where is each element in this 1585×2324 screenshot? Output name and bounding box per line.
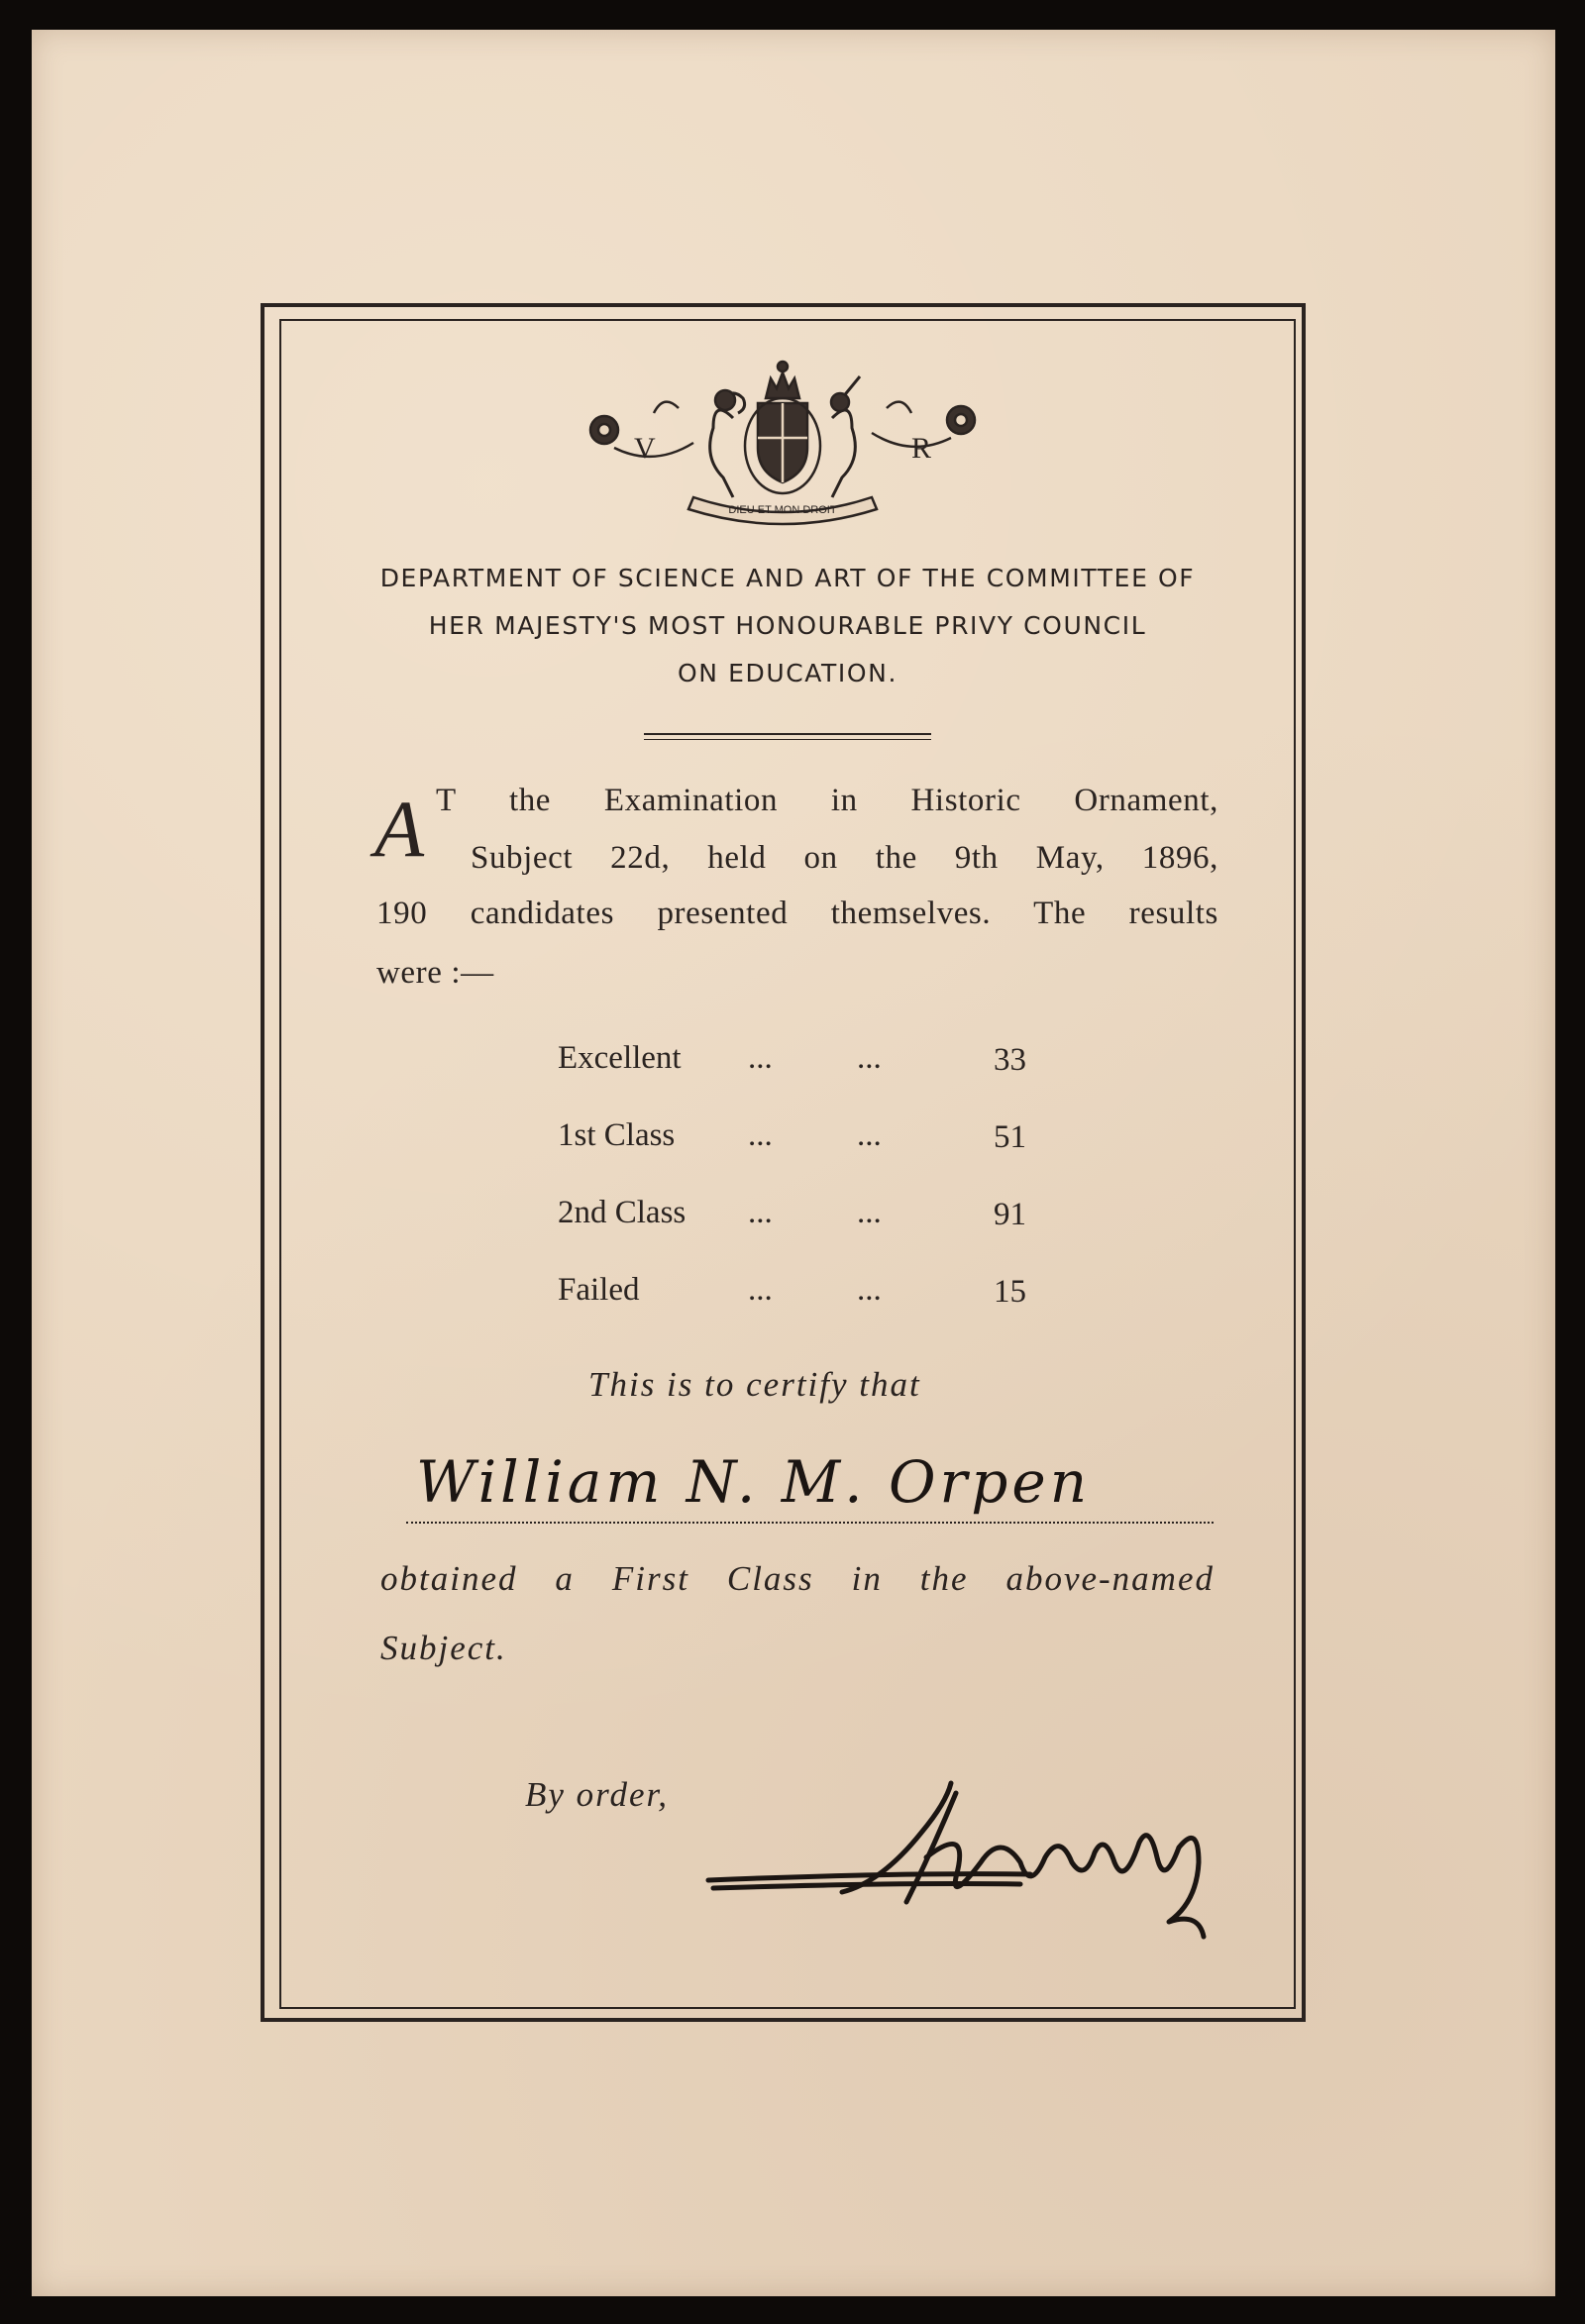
result-count: 33 [994, 1042, 1026, 1078]
result-dots: ... [857, 1040, 882, 1076]
result-label: Failed [558, 1272, 640, 1308]
intro-line-1: T the Examination in Historic Ornament, [436, 783, 1218, 818]
intro-line-3: 190 candidates presented themselves. The results [376, 896, 1218, 931]
result-dots: ... [748, 1272, 773, 1308]
by-order-text: By order, [525, 1775, 670, 1814]
certify-line: This is to certify that [588, 1365, 921, 1404]
crest-motto: DIEU ET MON DROIT [728, 504, 837, 516]
intro-line-4: were :— [376, 955, 494, 991]
result-dots: ... [748, 1040, 773, 1076]
heading-line-2: HER MAJESTY'S MOST HONOURABLE PRIVY COUNCIL [428, 611, 1147, 640]
heading-line-1: DEPARTMENT OF SCIENCE AND ART OF THE COMMITTEE OF [379, 564, 1196, 592]
result-count: 15 [994, 1274, 1026, 1310]
heading-line-3: ON EDUCATION. [677, 659, 898, 687]
divider-rule-top [644, 733, 931, 735]
result-dots: ... [748, 1117, 773, 1153]
drop-cap: A [374, 784, 425, 874]
signature-icon [703, 1763, 1218, 1942]
result-count: 51 [994, 1119, 1026, 1155]
obtained-line-1: obtained a First Class in the above-named [380, 1559, 1215, 1598]
result-dots: ... [748, 1195, 773, 1230]
result-count: 91 [994, 1197, 1026, 1232]
name-dotted-line [406, 1522, 1214, 1524]
intro-line-2: Subject 22d, held on the 9th May, 1896, [471, 840, 1218, 876]
crest-monogram-left: V [634, 432, 656, 465]
department-heading [297, 555, 1278, 697]
obtained-line-2: Subject. [380, 1629, 507, 1667]
royal-crest-icon [584, 359, 981, 527]
candidate-name: William N. M. Orpen [416, 1448, 1092, 1516]
crest-monogram-right: R [911, 432, 932, 465]
result-label: Excellent [558, 1040, 682, 1076]
result-label: 1st Class [558, 1117, 676, 1153]
result-label: 2nd Class [558, 1195, 687, 1230]
result-dots: ... [857, 1117, 882, 1153]
divider-rule-bottom [644, 739, 931, 740]
result-dots: ... [857, 1195, 882, 1230]
result-dots: ... [857, 1272, 882, 1308]
